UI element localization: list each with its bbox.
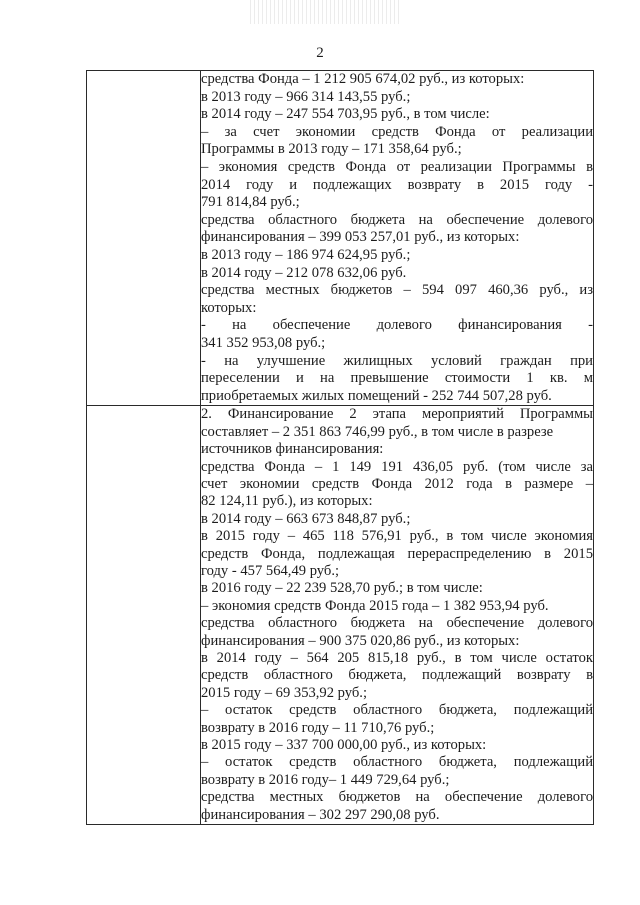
text-line: средства местных бюджетов на обеспечение долевого	[201, 789, 593, 806]
text-line: 2. Финансирование 2 этапа мероприятий Программы	[201, 406, 593, 423]
text-line: источников финансирования:	[201, 441, 384, 458]
text-line: 2015 году – 69 353,92 руб.;	[201, 684, 368, 701]
left-empty-cell	[87, 71, 201, 406]
left-empty-cell	[87, 406, 201, 825]
text-line: в 2013 году – 966 314 143,55 руб.;	[201, 88, 411, 105]
text-line: средства Фонда – 1 212 905 674,02 руб., из которых:	[201, 71, 525, 87]
text-line: 791 814,84 руб.;	[201, 194, 300, 211]
text-line: году - 457 564,49 руб.;	[201, 562, 340, 579]
text-line: Программы в 2013 году – 171 358,64 руб.;	[201, 141, 462, 158]
text-line: в 2014 году – 564 205 815,18 руб., в том числе остаток	[201, 649, 593, 666]
text-line: 341 352 953,08 руб.;	[201, 334, 326, 351]
text-line: средства областного бюджета на обеспечение долевого	[201, 211, 593, 228]
text-line: - на обеспечение долевого финансирования -	[201, 317, 593, 334]
text-line: в 2015 году – 465 118 576,91 руб., в том числе экономия	[201, 528, 593, 545]
text-line: в 2016 году – 22 239 528,70 руб.; в том числе:	[201, 580, 483, 597]
text-line: счет экономии средств Фонда 2012 года в размере –	[201, 475, 593, 492]
stage1-funding-cell	[201, 71, 594, 406]
text-line: средства Фонда – 1 149 191 436,05 руб. (том числе за	[201, 458, 593, 475]
text-line: – остаток средств областного бюджета, подлежащий	[201, 754, 593, 771]
text-line: в 2014 году – 247 554 703,95 руб., в том числе:	[201, 106, 490, 123]
text-line: – экономия средств Фонда от реализации Программы в	[201, 158, 593, 175]
text-line: которых:	[201, 299, 257, 316]
text-line: составляет – 2 351 863 746,99 руб., в том числе в разрезе	[201, 423, 554, 440]
text-line: в 2015 году – 337 700 000,00 руб., из которых:	[201, 737, 487, 753]
text-line: финансирования – 302 297 290,08 руб.	[201, 806, 440, 823]
text-line: финансирования – 399 053 257,01 руб., из которых:	[201, 229, 520, 246]
table-row	[87, 406, 594, 825]
stage2-funding-cell	[201, 406, 594, 825]
text-line: – остаток средств областного бюджета, подлежащий	[201, 702, 593, 719]
text-line: средства областного бюджета на обеспечение долевого	[201, 615, 593, 632]
text-line: - на улучшение жилищных условий граждан при	[201, 352, 593, 369]
text-line: средств областного бюджета, подлежащий возврату в	[201, 667, 593, 684]
text-line: средства местных бюджетов – 594 097 460,36 руб., из	[201, 282, 593, 299]
text-line: возврату в 2016 году– 1 449 729,64 руб.;	[201, 771, 450, 788]
program-funding-table	[86, 70, 594, 825]
table-row	[87, 71, 594, 406]
page-number: 2	[316, 45, 324, 61]
text-line: финансирования – 900 375 020,86 руб., из которых:	[201, 632, 520, 649]
text-line: – экономия средств Фонда 2015 года – 1 382 953,94 руб.	[201, 597, 549, 614]
text-line: 2014 году и подлежащих возврату в 2015 году -	[201, 176, 593, 193]
text-line: 82 124,11 руб.), из которых:	[201, 493, 373, 510]
text-line: возврату в 2016 году – 11 710,76 руб.;	[201, 719, 435, 736]
text-line: средств Фонда, подлежащая перераспределению в 2015	[201, 545, 593, 562]
text-line: в 2013 году – 186 974 624,95 руб.;	[201, 246, 411, 263]
text-line: приобретаемых жилых помещений - 252 744 507,28 руб.	[201, 387, 552, 404]
text-line: в 2014 году – 212 078 632,06 руб.	[201, 264, 407, 281]
text-line: – за счет экономии средств Фонда от реализации	[201, 123, 593, 140]
scan-artifact	[250, 0, 400, 24]
text-line: в 2014 году – 663 673 848,87 руб.;	[201, 510, 411, 527]
text-line: переселении и на превышение стоимости 1 кв. м	[201, 370, 593, 387]
